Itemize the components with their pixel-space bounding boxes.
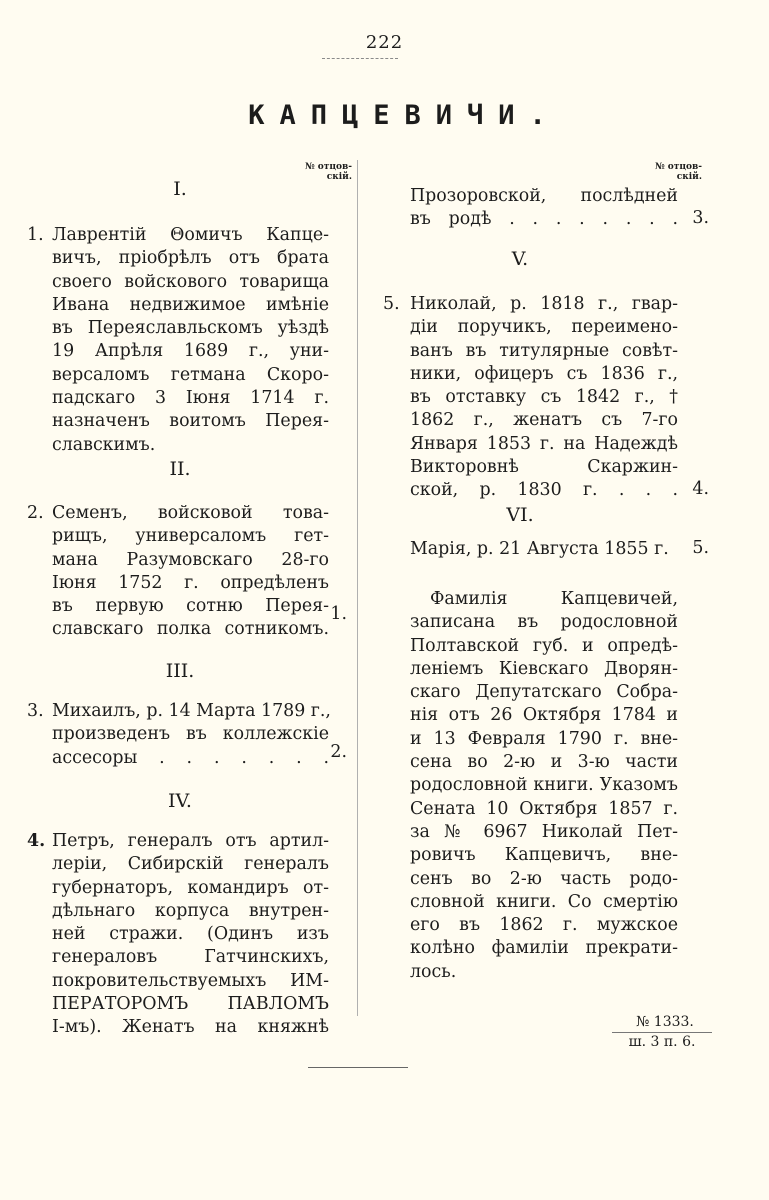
archive-number: № 1333. — [636, 1014, 694, 1030]
summary-line: за № 6967 Николай Пет- — [410, 821, 678, 842]
summary-line: Фамилія Капцевичей, — [430, 589, 678, 609]
entry-line: генераловъ Гатчинскихъ, — [52, 947, 329, 968]
entry-line: Викторовнѣ Скаржин- — [410, 457, 678, 478]
entry-line: своего войскового товарища — [52, 271, 329, 292]
entry-line: въ первую сотню Перея- — [52, 596, 329, 617]
entry-number: 3. — [27, 701, 44, 721]
summary-line: его въ 1862 г. мужское — [410, 915, 678, 936]
page-title: КАПЦЕВИЧИ. — [248, 100, 561, 131]
entry-line: версаломъ гетмана Скоро- — [52, 364, 329, 385]
entry-line: Прозоровской, послѣдней — [410, 186, 678, 206]
page-number-rule — [322, 58, 398, 59]
entry-line: падскаго 3 Іюня 1714 г. — [52, 388, 329, 409]
family-summary — [410, 588, 678, 984]
entry-line: ской, р. 1830 г. . . . — [410, 480, 678, 501]
entry-line: славскимъ. — [52, 434, 156, 455]
entry-line: рищъ, универсаломъ гет- — [52, 526, 329, 547]
column-header-line: скій. — [676, 172, 702, 182]
summary-line: ровичъ Капцевичъ, вне- — [410, 845, 678, 866]
entry-number: 5. — [383, 294, 400, 314]
left-column-header — [280, 162, 352, 182]
summary-line: лось. — [410, 961, 457, 982]
summary-line: и 13 Февраля 1790 г. вне- — [410, 728, 678, 749]
entry-line: Ивана недвижимое имѣніе — [52, 294, 329, 315]
entry-number: 2. — [27, 503, 44, 523]
father-ref: 5. — [692, 538, 709, 558]
entry-line: I-мъ). Женатъ на княжнѣ — [52, 1017, 329, 1038]
entry-text — [410, 185, 678, 232]
generation-heading-5: V. — [511, 248, 529, 270]
generation-heading-1: I. — [173, 178, 187, 200]
entry-text — [52, 830, 329, 1040]
father-ref: 4. — [692, 479, 709, 499]
father-ref: 2. — [330, 742, 347, 762]
summary-line: сенъ во 2-ю часть родо- — [410, 868, 678, 889]
entry-line: ванъ въ титулярные совѣт- — [410, 340, 678, 361]
entry-line: въ Переяславльскомъ уѣздѣ — [52, 318, 329, 339]
end-rule — [308, 1067, 408, 1068]
entry-line: Николай, р. 1818 г., гвар- — [410, 294, 678, 314]
entry-line: леріи, Сибирскій генералъ — [52, 854, 329, 875]
entry-line: Января 1853 г. на Надеждѣ — [410, 433, 678, 454]
entry-line: ники, офицеръ съ 1836 г., — [410, 363, 678, 384]
entry-line: Лаврентій Θомичъ Капце- — [52, 225, 329, 245]
entry-number: 4. — [27, 831, 46, 851]
entry-line: діи поручикъ, переимено- — [410, 317, 678, 338]
entry-line: славскаго полка сотникомъ. — [52, 619, 329, 640]
summary-line: скаго Депутатскаго Собра- — [410, 682, 678, 703]
column-header-line: № отцов- — [654, 162, 702, 172]
archive-location: ш. 3 п. 6. — [628, 1034, 696, 1050]
entry-text — [410, 538, 678, 561]
entry-line: ассесоры . . . . . . . — [52, 747, 329, 768]
summary-line: нія отъ 26 Октября 1784 и — [410, 705, 678, 726]
generation-heading-4: IV. — [168, 790, 192, 812]
right-column-header — [630, 162, 702, 182]
entry-line: 19 Апрѣля 1689 г., уни- — [52, 341, 329, 362]
entry-text — [52, 700, 329, 770]
entry-line: ней стражи. (Одинъ изъ — [52, 924, 329, 945]
column-divider — [357, 160, 358, 1016]
entry-text — [52, 502, 329, 642]
entry-line: Михаилъ, р. 14 Марта 1789 г., — [52, 701, 331, 721]
entry-line: покровительствуемыхъ ИМ- — [52, 970, 329, 991]
generation-heading-6: VI. — [506, 504, 534, 526]
entry-line: мана Разумовскаго 28-го — [52, 549, 329, 570]
generation-heading-3: III. — [165, 660, 195, 682]
column-header-line: № отцов- — [304, 162, 352, 172]
father-ref: 3. — [692, 208, 709, 228]
entry-text — [52, 224, 329, 457]
entry-line: въ родѣ . . . . . . . . — [410, 209, 678, 230]
summary-line: леніемъ Кіевскаго Дворян- — [410, 658, 678, 679]
generation-heading-2: II. — [169, 458, 191, 480]
summary-line: сена во 2-ю и 3-ю части — [410, 752, 678, 773]
entry-line: ПЕРАТОРОМЪ ПАВЛОМЪ — [52, 994, 329, 1015]
archive-rule — [612, 1032, 712, 1033]
entry-line: въ отставку съ 1842 г., † — [410, 387, 678, 408]
summary-line: колѣно фамиліи прекрати- — [410, 938, 678, 959]
entry-number: 1. — [27, 225, 44, 245]
summary-line: Сената 10 Октября 1857 г. — [410, 798, 678, 819]
entry-line: Петръ, генералъ отъ артил- — [52, 831, 329, 851]
summary-line: Полтавской губ. и опредѣ- — [410, 635, 678, 656]
page-number: 222 — [365, 32, 404, 53]
entry-text — [410, 293, 678, 503]
entry-line: Марія, р. 21 Августа 1855 г. — [410, 539, 669, 559]
father-ref: 1. — [330, 604, 347, 624]
entry-line: назначенъ воитомъ Перея- — [52, 411, 329, 432]
column-header-line: скій. — [326, 172, 352, 182]
entry-line: Іюня 1752 г. опредѣленъ — [52, 572, 329, 593]
summary-line: словной книги. Со смертію — [410, 891, 678, 912]
entry-line: 1862 г., женатъ съ 7-го — [410, 410, 678, 431]
summary-line: родословной книги. Указомъ — [410, 775, 678, 796]
entry-line: дѣльнаго корпуса внутрен- — [52, 900, 329, 921]
summary-line: записана въ родословной — [410, 612, 678, 633]
entry-line: Семенъ, войсковой това- — [52, 503, 329, 523]
entry-line: вичъ, пріобрѣлъ отъ брата — [52, 248, 329, 269]
entry-line: произведенъ въ коллежскіе — [52, 724, 329, 745]
entry-line: губернаторъ, командиръ от- — [52, 877, 329, 898]
